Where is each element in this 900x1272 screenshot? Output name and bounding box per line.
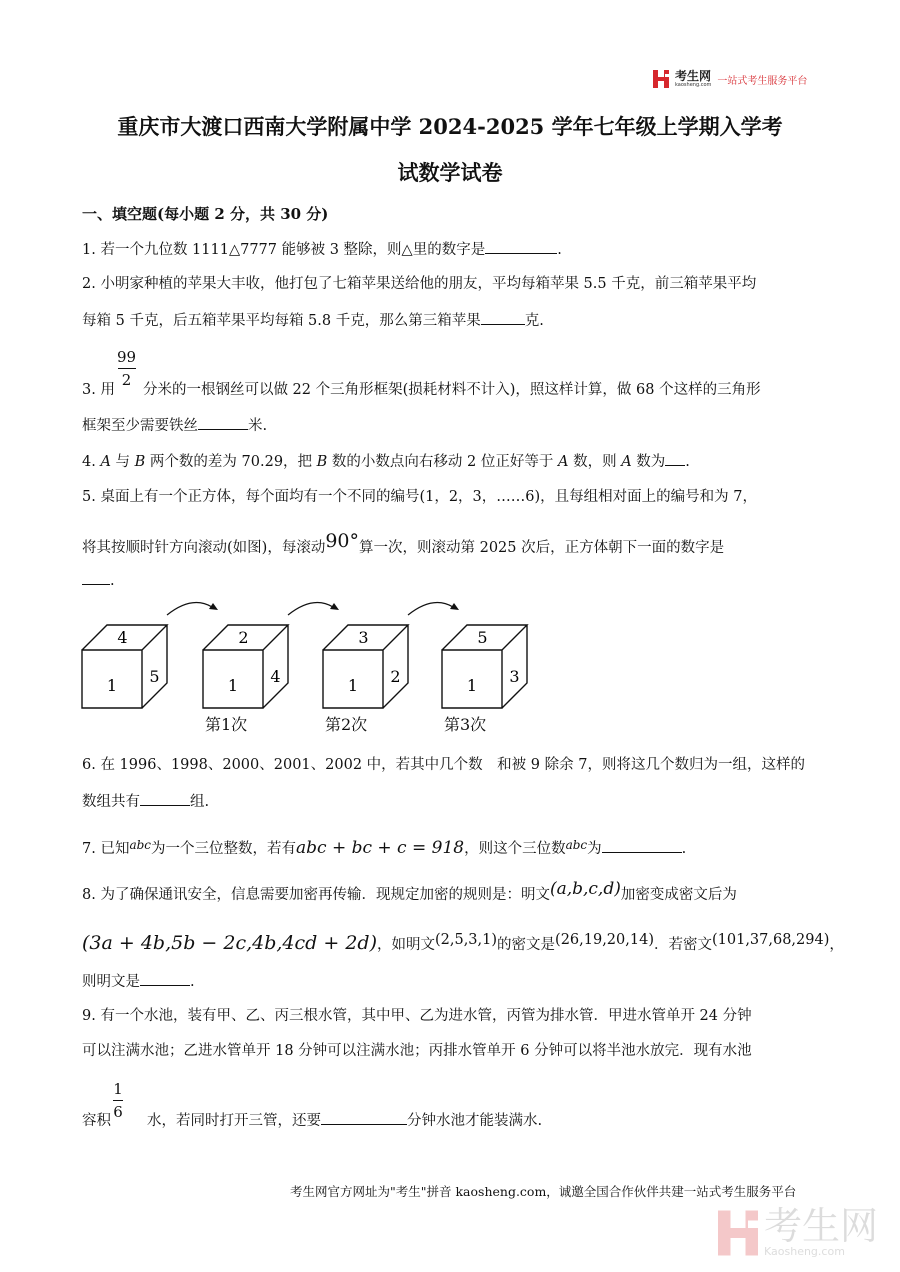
logo-url: kaosheng.com: [675, 82, 712, 88]
question-5-line3: .: [82, 570, 115, 591]
cube-side-number: 5: [149, 667, 160, 686]
question-3-line1: 3. 用 分米的一根钢丝可以做 22 个三角形框架(损耗材料不计入)，照这样计算，做 68 个这样的三角形: [82, 382, 761, 398]
question-4: 4. A 与 B 两个数的差为 70.29，把 B 数的小数点向右移动 2 位正好等于 A 数，则 A 数为 .: [82, 451, 690, 472]
cube-top-number: 2: [238, 628, 249, 647]
cube-step-label: 第2次: [325, 715, 368, 734]
question-8-line2: (3a + 4b,5b − 2c,4b,4cd + 2d)，如明文(2,5,3,1)的密文是(26,19,20,14)．若密文(101,37,68,294)，: [82, 932, 844, 954]
cube-top-number: 3: [358, 628, 369, 647]
doc-title-line1: 重庆市大渡口西南大学附属中学 2024-2025 学年七年级上学期入学考: [117, 114, 783, 139]
watermark-name: 考生网: [764, 1204, 879, 1248]
question-8-line1: 8. 为了确保通讯安全，信息需要加密再传输．现规定加密的规则是：明文(a,b,c,d)加密变成密文后为: [82, 879, 737, 903]
question-7: 7. 已知$^{abc}$为一个三位整数，若有abc + bc + c = 918，则这个三位数$^{abc}$为 .: [82, 838, 687, 858]
kaosheng-logo-icon: [653, 70, 669, 88]
cube-front-number: 1: [227, 676, 239, 695]
question-3-line2: 框架至少需要铁丝 米.: [82, 415, 267, 436]
cube-step-label: 第3次: [444, 715, 487, 734]
question-9-line2: 可以注满水池；乙进水管单开 18 分钟可以注满水池；丙排水管单开 6 分钟可以将半池水放完．现有水池: [82, 1043, 752, 1059]
doc-title-line2: 试数学试卷: [397, 160, 503, 185]
question-9-line3: 容积 水，若同时打开三管，还要 分钟水池才能装满水.: [82, 1110, 542, 1131]
question-6-line1: 6. 在 1996、1998、2000、2001、2002 中，若其中几个数 和被 9 除余 7，则将这几个数归为一组，这样的: [82, 757, 805, 773]
cube-front-number: 1: [466, 676, 478, 695]
section-heading: 一、填空题(每小题 2 分，共 30 分): [82, 205, 329, 223]
question-2-line1: 2. 小明家种植的苹果大丰收，他打包了七箱苹果送给他的朋友，平均每箱苹果 5.5 千克，前三箱苹果平均: [82, 276, 757, 292]
roll-arrow: [288, 603, 333, 616]
question-2-line2: 每箱 5 千克，后五箱苹果平均每箱 5.8 千克，那么第三箱苹果 克.: [82, 310, 544, 331]
cube-top-number: 5: [477, 628, 488, 647]
cube-side-number: 3: [509, 667, 520, 686]
kaosheng-watermark-icon: [718, 1208, 758, 1258]
cube-front-number: 1: [106, 676, 118, 695]
question-6-line2: 数组共有 组.: [82, 791, 209, 812]
logo-name: 考生网: [675, 69, 712, 83]
roll-arrow: [408, 603, 453, 616]
cube-top-number: 4: [117, 628, 128, 647]
question-8-line3: 则明文是 .: [82, 971, 195, 992]
fraction-99-2: 99 2: [117, 348, 137, 389]
question-1: 1. 若一个九位数 1111△7777 能够被 3 整除，则△里的数字是 .: [82, 239, 562, 260]
cube-step-label: 第1次: [205, 715, 248, 734]
logo-slogan: 一站式考生服务平台: [717, 75, 808, 87]
roll-arrow: [167, 603, 212, 616]
watermark: [718, 1204, 879, 1258]
cube-side-number: 4: [270, 667, 281, 686]
header-logo: [653, 70, 807, 88]
footer-text: 考生网官方网址为"考生"拼音 kaosheng.com，诚邀全国合作伙伴共建一站式考生服务平台: [290, 1184, 797, 1199]
cube-front-number: 1: [347, 676, 359, 695]
fraction-1-6: 1 6: [113, 1080, 123, 1121]
question-9-line1: 9. 有一个水池，装有甲、乙、丙三根水管，其中甲、乙为进水管，丙管为排水管．甲进水管单开 24 分钟: [82, 1008, 752, 1024]
watermark-url: Kaosheng.com: [764, 1245, 845, 1258]
question-5-line2: 将其按顺时针方向滚动(如图)，每滚动90°算一次，则滚动第 2025 次后，正方体朝下一面的数字是: [82, 530, 725, 556]
question-5-line1: 5. 桌面上有一个正方体，每个面均有一个不同的编号(1，2，3，……6)，且每组相对面上的编号和为 7，: [82, 489, 757, 505]
cube-side-number: 2: [390, 667, 401, 686]
